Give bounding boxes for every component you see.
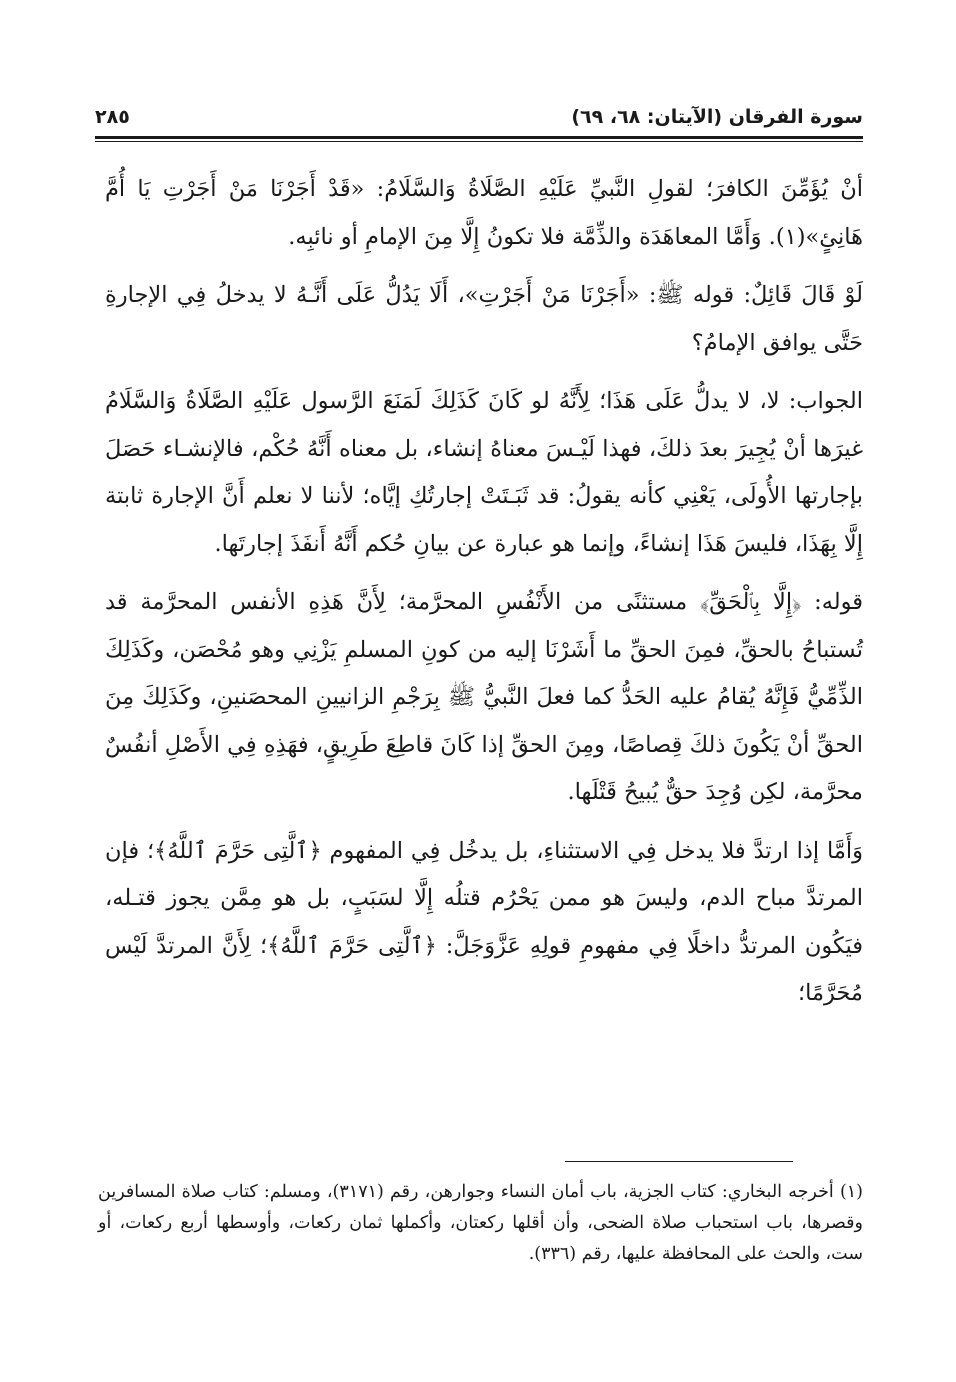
page-number: ٢٨٥ bbox=[95, 106, 130, 128]
paragraph-4: قوله: ﴿إِلَّا بِٱلْحَقِّ﴾ مستثنًى من الأَنْفُسِ المحرَّمة؛ لِأَنَّ هَذِهِ الأنفس المحرَّمة قد تُستباحُ بالحقِّ، فمِنَ الحقِّ ما أَشَرْنَا إليه من كونِ المسلمِ يَزْنِي وهو مُحْصَن، وكَذَلِكَ الذِّمِّيُّ فَإِنَّهُ يُقامُ عليه الحَدُّ كما فعلَ النَّبيُّ ﷺ بِرَجْمِ الزانيينِ المحصَنينِ، وكَذَلِكَ مِنَ الحقِّ أنْ يَكُونَ ذلكَ قِصاصًا، ومِنَ الحقِّ إذا كَانَ قاطِعَ طَرِيقٍ، فهَذِهِ فِي الأَصْلِ أنفُسٌ محرَّمة، لكِن وُجِدَ حقٌّ يُبيحُ قَتْلَها. bbox=[105, 589, 863, 805]
main-text bbox=[105, 166, 863, 1029]
paragraph-3: الجواب: لا، لا يدلُّ عَلَى هَذَا؛ لِأَنَّهُ لو كَانَ كَذَلِكَ لَمَنَعَ الرَّسول عَلَيْهِ الصَّلَاةُ وَالسَّلَامُ غيرَها أنْ يُجِيرَ بعدَ ذلكَ، فهذا لَيْـسَ معناهُ إنشاء، بل معناه أَنَّهُ حُكْم، فالإنشـاء حَصَلَ بإجارتها الأُولَى، يَعْنِي كأنه يقولُ: قد ثَبَـتَتْ إجارتُكِ إيَّاه؛ لأننا لا نعلم أَنَّ الإجارة ثابتة إِلَّا بِهَذَا، فليسَ هَذَا إنشاءً، وإنما هو عبارة عن بيانِ حُكم أَنَّهُ أَنفَذَ إجارتَها. bbox=[105, 388, 863, 557]
surah-title: سورة الفرقان (الآيتان: ٦٨، ٦٩) bbox=[571, 106, 863, 128]
paragraph-1: أنْ يُؤَمِّنَ الكافرَ؛ لقولِ النَّبيِّ عَلَيْهِ الصَّلَاةُ وَالسَّلَامُ: «قَدْ أَجَرْنَا مَنْ أَجَرْتِ يَا أُمَّ هَانِئٍ»(١). وَأَمَّا المعاهَدَة والذِّمَّة فلا تكونُ إِلَّا مِنَ الإمامِ أو نائبِه. bbox=[105, 176, 863, 250]
footnote-1: (١) أخرجه البخاري: كتاب الجزية، باب أمان النساء وجوارهن، رقم (٣١٧١)، ومسلم: كتاب صلاة المسافرين وقصرها، باب استحباب صلاة الضحى، وأن أقلها ركعتان، وأكملها ثمان ركعات، وأوسطها أربع ركعات، أو ست، والحث على المحافظة عليها، رقم (٣٣٦). bbox=[98, 1182, 863, 1264]
footnote-separator bbox=[565, 1161, 793, 1162]
paragraph-2: لَوْ قَالَ قَائِلٌ: قوله ﷺ: «أَجَرْنَا مَنْ أَجَرْتِ»، أَلَا يَدُلُّ عَلَى أَنَّـهُ لا يدخلُ فِي الإجارةِ حَتَّى يوافق الإمامُ؟ bbox=[105, 282, 863, 356]
header-rule bbox=[95, 136, 863, 139]
paragraph-5: وَأَمَّا إذا ارتدَّ فلا يدخل فِي الاستثناءِ، بل يدخُل فِي المفهوم ﴿ٱلَّتِى حَرَّمَ ٱللَّهُ﴾؛ فإن المرتدَّ مباح الدم، وليسَ هو ممن يَحْرُم قتلُه إِلَّا لسَبَبٍ، بل هو مِمَّن يجوز قتـله، فيَكُون المرتدُّ داخلًا فِي مفهومِ قولِهِ عَزَّوَجَلَّ: ﴿ٱلَّتِى حَرَّمَ ٱللَّهُ﴾؛ لِأَنَّ المرتدَّ لَيْس مُحَرَّمًا؛ bbox=[105, 837, 863, 1006]
footnotes bbox=[98, 1177, 863, 1270]
running-header bbox=[95, 94, 863, 128]
header-rule-thin bbox=[95, 141, 863, 142]
